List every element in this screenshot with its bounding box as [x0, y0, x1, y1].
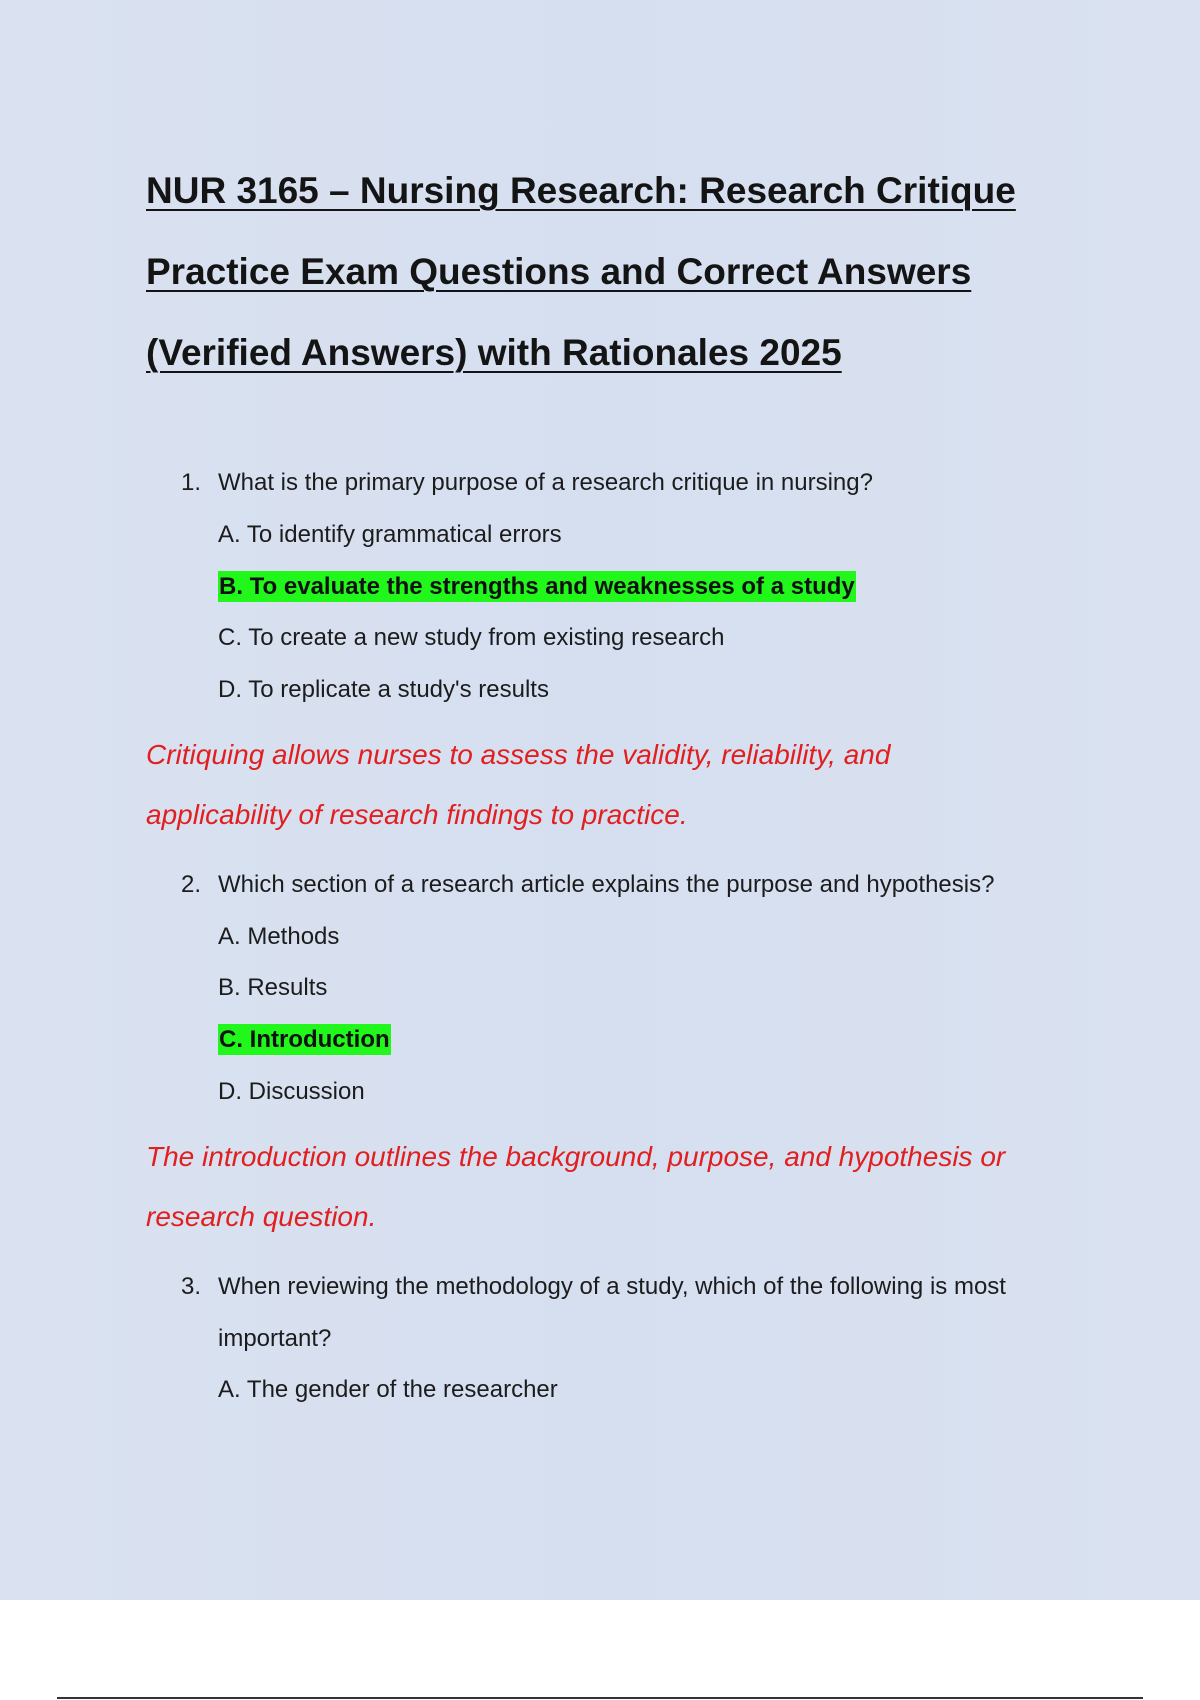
question-2-option-a: A. Methods — [218, 923, 340, 950]
question-text: When reviewing the methodology of a study, which of the following is most — [218, 1273, 1006, 1300]
question-number: 3. — [181, 1273, 202, 1300]
question-1-rationale — [146, 725, 1106, 845]
question-2-rationale — [146, 1127, 1106, 1247]
rationale-line: applicability of research findings to practice. — [146, 799, 688, 830]
document-title — [146, 150, 1096, 393]
question-1-option-a: A. To identify grammatical errors — [218, 521, 562, 548]
title-line-1: NUR 3165 – Nursing Research: Research Critique — [146, 170, 1016, 211]
rationale-line: research question. — [146, 1201, 377, 1232]
title-line-3: (Verified Answers) with Rationales 2025 — [146, 332, 842, 373]
question-2-option-c-correct: C. Introduction — [219, 1026, 390, 1053]
question-1-option-c: C. To create a new study from existing research — [218, 624, 725, 651]
question-1-option-d: D. To replicate a study's results — [218, 676, 549, 703]
question-number: 1. — [181, 469, 202, 496]
question-3-option-a: A. The gender of the researcher — [218, 1376, 558, 1403]
question-1-option-b-correct: B. To evaluate the strengths and weaknesses of a study — [219, 573, 855, 600]
rationale-line: The introduction outlines the background, purpose, and hypothesis or — [146, 1141, 1006, 1172]
question-2-option-d: D. Discussion — [218, 1078, 365, 1105]
footer-divider — [57, 1697, 1143, 1699]
question-text: What is the primary purpose of a research critique in nursing? — [218, 469, 873, 496]
question-text: Which section of a research article explains the purpose and hypothesis? — [218, 871, 995, 898]
title-line-2: Practice Exam Questions and Correct Answers — [146, 251, 972, 292]
question-2-option-b: B. Results — [218, 974, 328, 1001]
question-text: important? — [218, 1325, 332, 1352]
question-number: 2. — [181, 871, 202, 898]
rationale-line: Critiquing allows nurses to assess the validity, reliability, and — [146, 739, 891, 770]
